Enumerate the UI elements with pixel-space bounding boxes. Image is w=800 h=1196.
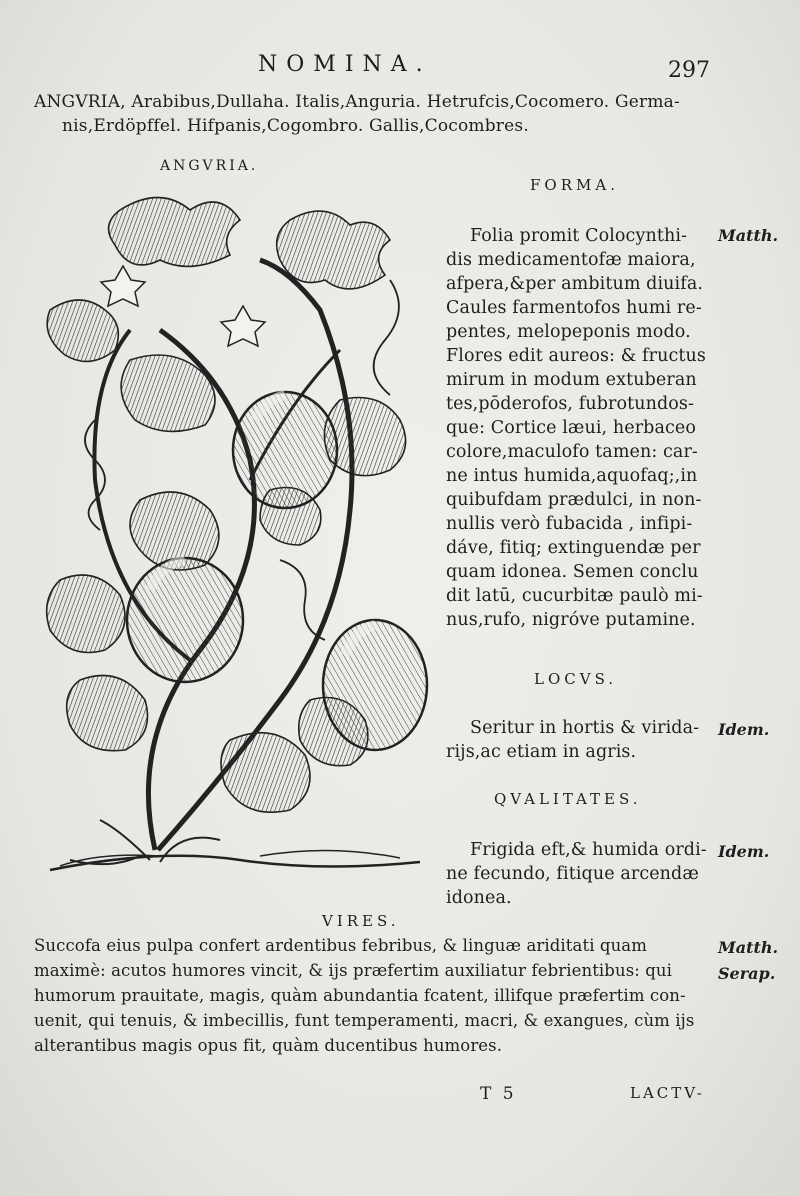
forma-line: pentes, melopeponis modo.: [446, 322, 691, 342]
qualitates-line: Frigida eft,& humida ordi-: [470, 840, 707, 860]
qualitates-line: ne fecundo, fitique arcendæ: [446, 864, 699, 884]
forma-line: tes,pōderofos, fubrotundos-: [446, 394, 695, 414]
locus-line: Seritur in hortis & virida-: [470, 718, 700, 738]
locus-line: rijs,ac etiam in agris.: [446, 742, 637, 762]
forma-line: colore,maculofo tamen: car-: [446, 442, 698, 462]
forma-line: Caules farmentofos humi re-: [446, 298, 702, 318]
names-line-1: ANGVRIA, Arabibus,Dullaha. Italis,Anguria. Hetrufcis,Cocomero. Germa-: [34, 92, 680, 112]
forma-line: Flores edit aureos: & fructus: [446, 346, 706, 366]
forma-line: ne intus humida,aquofaq;,in: [446, 466, 698, 486]
forma-line: Folia promit Colocynthi-: [470, 226, 688, 246]
forma-line: afpera,&per ambitum diuifa.: [446, 274, 704, 294]
vires-line: Succofa eius pulpa confert ardentibus febribus, & linguæ ariditati quam: [34, 936, 647, 955]
qualitates-margin-note: Idem.: [718, 842, 770, 861]
vires-line: uenit, qui tenuis, & imbecillis, funt temperamenti, macri, & exangues, cùm ijs: [34, 1011, 695, 1030]
vires-line: humorum prauitate, magis, quàm abundantia fcatent, illifque præfertim con-: [34, 986, 686, 1005]
forma-line: que: Cortice læui, herbaceo: [446, 418, 696, 438]
forma-margin-note: Matth.: [718, 226, 779, 245]
watermelon-plant-illustration: [40, 180, 430, 890]
vires-margin-note: Matth.: [718, 938, 779, 957]
vires-line: maximè: acutos humores vincit, & ijs præfertim auxiliatur febrientibus: qui: [34, 961, 673, 980]
forma-heading: FORMA.: [530, 176, 619, 194]
locus-margin-note: Idem.: [718, 720, 770, 739]
catchword: LACTV-: [630, 1084, 705, 1102]
forma-line: dit latū, cucurbitæ paulò mi-: [446, 586, 703, 606]
vires-margin-note: Serap.: [718, 964, 776, 983]
forma-line: quam idonea. Semen conclu: [446, 562, 699, 582]
vires-line: alterantibus magis opus fit, quàm ducentibus humores.: [34, 1036, 503, 1055]
forma-line: quibufdam prædulci, in non-: [446, 490, 702, 510]
forma-line: dis medicamentofæ maiora,: [446, 250, 696, 270]
locus-heading: LOCVS.: [534, 670, 618, 688]
names-line-2: nis,Erdöpffel. Hifpanis,Cogombro. Gallis,Cocombres.: [62, 116, 529, 136]
forma-line: dáve, fitiq; extinguendæ per: [446, 538, 701, 558]
forma-line: nus,rufo, nigróve putamine.: [446, 610, 696, 630]
signature-mark: T 5: [480, 1084, 517, 1104]
qualitates-heading: QVALITATES.: [494, 790, 642, 808]
page-number: 297: [668, 58, 710, 83]
running-head: NOMINA.: [258, 52, 432, 77]
forma-line: nullis verò fubacida , infipi-: [446, 514, 693, 534]
figure-caption: ANGVRIA.: [160, 158, 259, 174]
qualitates-line: idonea.: [446, 888, 512, 908]
forma-line: mirum in modum extuberan: [446, 370, 697, 390]
vires-heading: VIRES.: [322, 912, 400, 930]
